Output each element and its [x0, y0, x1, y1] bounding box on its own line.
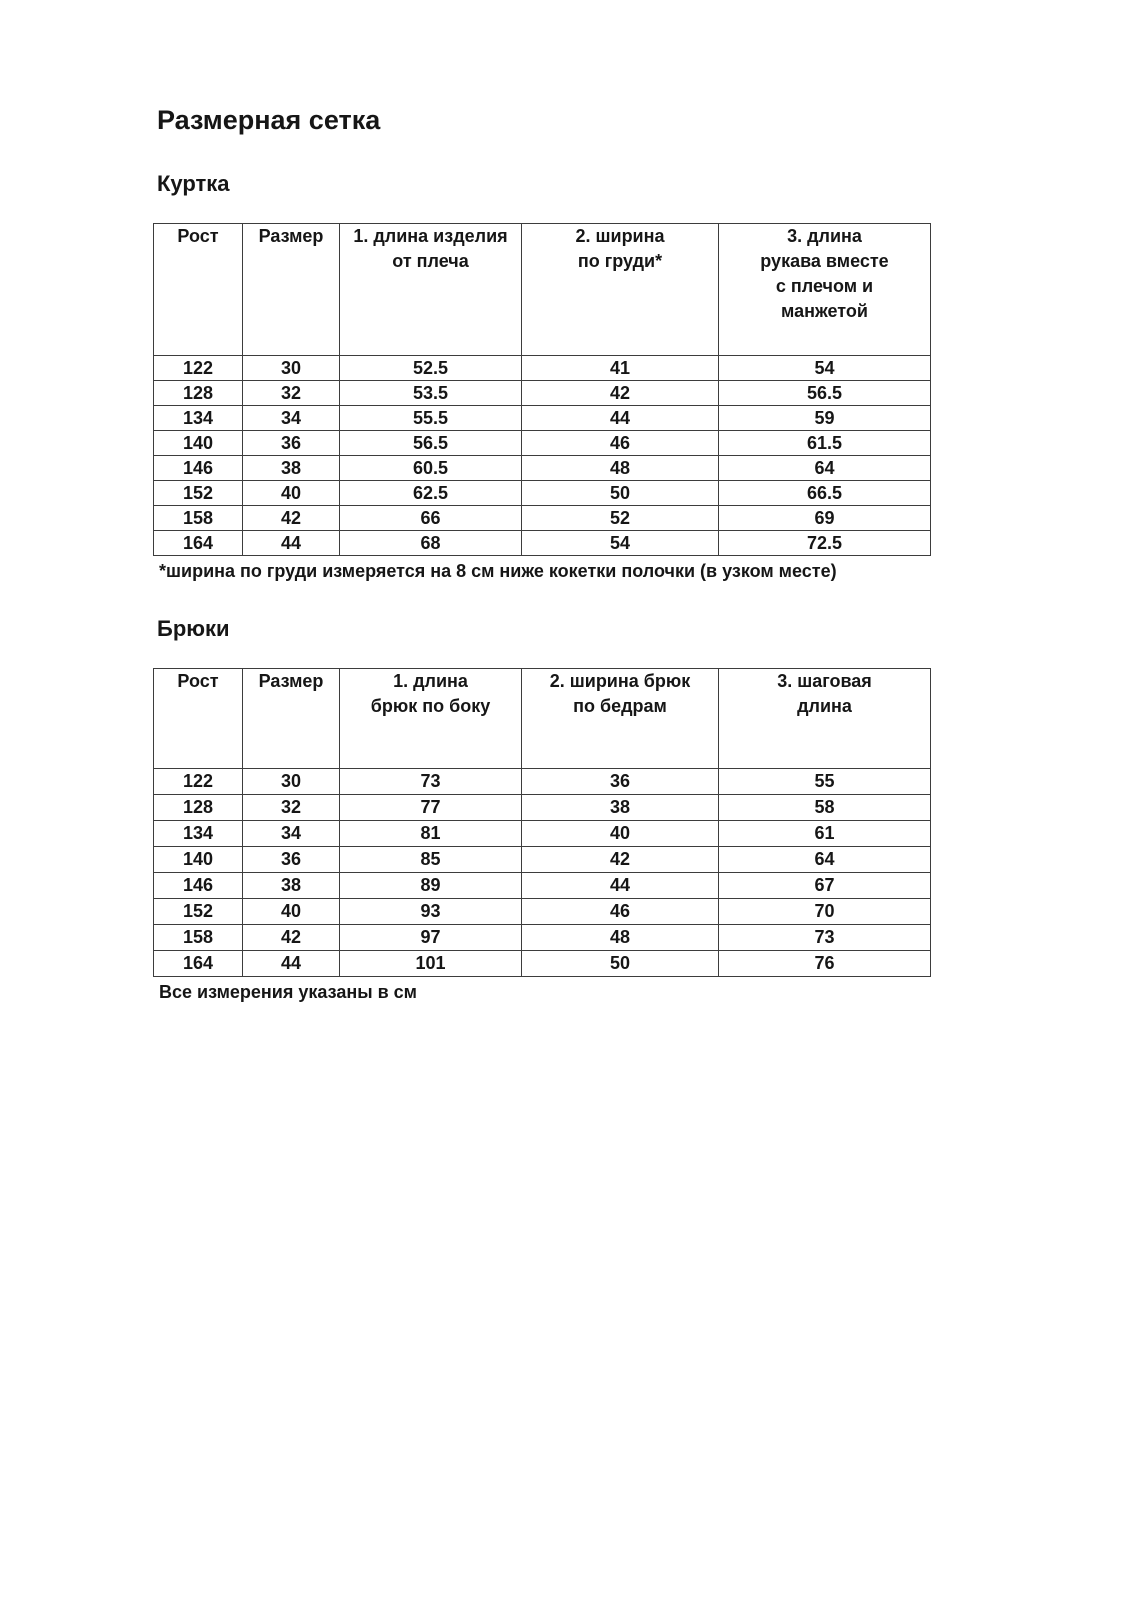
table-cell: 128 — [154, 381, 243, 406]
table-row — [154, 506, 931, 531]
table-cell: 152 — [154, 899, 243, 925]
table-cell: 58 — [719, 795, 931, 821]
table-cell: 122 — [154, 356, 243, 381]
jacket-table-head — [154, 224, 931, 356]
table-cell: 54 — [522, 531, 719, 556]
table-cell: 56.5 — [340, 431, 522, 456]
table-row — [154, 951, 931, 977]
table-cell: 73 — [719, 925, 931, 951]
column-header: 1. длина брюк по боку — [340, 669, 522, 769]
table-cell: 140 — [154, 431, 243, 456]
table-cell: 70 — [719, 899, 931, 925]
table-cell: 64 — [719, 456, 931, 481]
table-cell: 146 — [154, 456, 243, 481]
jacket-heading: Куртка — [157, 171, 230, 196]
table-cell: 54 — [719, 356, 931, 381]
column-header: 2. ширина по груди* — [522, 224, 719, 356]
table-cell: 42 — [243, 925, 340, 951]
table-cell: 46 — [522, 431, 719, 456]
column-header: 2. ширина брюк по бедрам — [522, 669, 719, 769]
table-row — [154, 406, 931, 431]
table-cell: 158 — [154, 925, 243, 951]
table-cell: 146 — [154, 873, 243, 899]
table-cell: 55 — [719, 769, 931, 795]
column-header: Размер — [243, 669, 340, 769]
table-cell: 164 — [154, 531, 243, 556]
jacket-footnote: *ширина по груди измеряется на 8 см ниже кокетки полочки (в узком месте) — [159, 561, 837, 581]
table-row — [154, 481, 931, 506]
table-cell: 56.5 — [719, 381, 931, 406]
table-cell: 53.5 — [340, 381, 522, 406]
table-cell: 66.5 — [719, 481, 931, 506]
trousers-table-body — [154, 769, 931, 977]
table-cell: 64 — [719, 847, 931, 873]
table-cell: 62.5 — [340, 481, 522, 506]
table-row — [154, 356, 931, 381]
table-cell: 122 — [154, 769, 243, 795]
table-cell: 38 — [522, 795, 719, 821]
page-title: Размерная сетка — [157, 105, 381, 135]
table-cell: 50 — [522, 951, 719, 977]
table-cell: 140 — [154, 847, 243, 873]
table-row — [154, 925, 931, 951]
table-cell: 76 — [719, 951, 931, 977]
table-cell: 101 — [340, 951, 522, 977]
table-cell: 44 — [243, 951, 340, 977]
table-cell: 69 — [719, 506, 931, 531]
trousers-table-head — [154, 669, 931, 769]
table-cell: 44 — [243, 531, 340, 556]
table-cell: 61 — [719, 821, 931, 847]
table-row — [154, 381, 931, 406]
table-row — [154, 847, 931, 873]
table-cell: 67 — [719, 873, 931, 899]
table-cell: 50 — [522, 481, 719, 506]
table-cell: 40 — [243, 481, 340, 506]
table-cell: 59 — [719, 406, 931, 431]
table-cell: 158 — [154, 506, 243, 531]
table-cell: 44 — [522, 873, 719, 899]
header-row — [154, 669, 931, 769]
table-row — [154, 456, 931, 481]
table-cell: 42 — [243, 506, 340, 531]
table-row — [154, 431, 931, 456]
table-cell: 55.5 — [340, 406, 522, 431]
table-cell: 46 — [522, 899, 719, 925]
table-cell: 42 — [522, 847, 719, 873]
column-header: Рост — [154, 224, 243, 356]
trousers-section — [153, 616, 1131, 1004]
table-cell: 134 — [154, 821, 243, 847]
table-cell: 52.5 — [340, 356, 522, 381]
table-cell: 34 — [243, 821, 340, 847]
trousers-heading: Брюки — [157, 616, 230, 641]
table-cell: 30 — [243, 769, 340, 795]
table-cell: 34 — [243, 406, 340, 431]
table-row — [154, 873, 931, 899]
table-cell: 48 — [522, 456, 719, 481]
column-header: 3. длина рукава вместе с плечом и манжетой — [719, 224, 931, 356]
table-cell: 36 — [522, 769, 719, 795]
table-cell: 73 — [340, 769, 522, 795]
table-row — [154, 795, 931, 821]
table-cell: 40 — [522, 821, 719, 847]
table-cell: 93 — [340, 899, 522, 925]
table-cell: 36 — [243, 847, 340, 873]
table-cell: 60.5 — [340, 456, 522, 481]
column-header: 1. длина изделия от плеча — [340, 224, 522, 356]
jacket-size-table — [153, 223, 931, 556]
table-cell: 40 — [243, 899, 340, 925]
table-cell: 77 — [340, 795, 522, 821]
jacket-table-body — [154, 356, 931, 556]
table-cell: 89 — [340, 873, 522, 899]
table-row — [154, 531, 931, 556]
table-cell: 32 — [243, 381, 340, 406]
table-cell: 152 — [154, 481, 243, 506]
table-row — [154, 899, 931, 925]
column-header: Рост — [154, 669, 243, 769]
jacket-section — [153, 171, 1131, 583]
table-cell: 32 — [243, 795, 340, 821]
table-cell: 44 — [522, 406, 719, 431]
table-cell: 41 — [522, 356, 719, 381]
trousers-size-table — [153, 668, 931, 977]
table-cell: 72.5 — [719, 531, 931, 556]
table-row — [154, 821, 931, 847]
table-cell: 38 — [243, 456, 340, 481]
table-cell: 164 — [154, 951, 243, 977]
table-cell: 128 — [154, 795, 243, 821]
table-cell: 66 — [340, 506, 522, 531]
table-row — [154, 769, 931, 795]
table-cell: 68 — [340, 531, 522, 556]
table-cell: 36 — [243, 431, 340, 456]
table-cell: 81 — [340, 821, 522, 847]
table-cell: 85 — [340, 847, 522, 873]
table-cell: 97 — [340, 925, 522, 951]
table-cell: 30 — [243, 356, 340, 381]
table-cell: 38 — [243, 873, 340, 899]
table-cell: 134 — [154, 406, 243, 431]
table-cell: 48 — [522, 925, 719, 951]
table-cell: 52 — [522, 506, 719, 531]
header-row — [154, 224, 931, 356]
measurements-note: Все измерения указаны в см — [159, 982, 417, 1002]
table-cell: 61.5 — [719, 431, 931, 456]
column-header: Размер — [243, 224, 340, 356]
column-header: 3. шаговая длина — [719, 669, 931, 769]
table-cell: 42 — [522, 381, 719, 406]
